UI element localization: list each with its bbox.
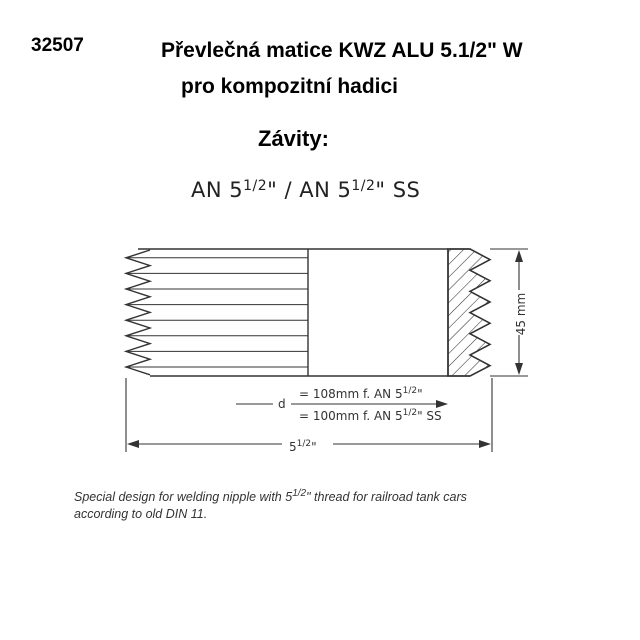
arrow-left (127, 440, 139, 448)
thread-spec-b-fraction: 1/2 (351, 178, 376, 194)
title-line-1: Převlečná matice KWZ ALU 5.1/2" W (161, 39, 523, 62)
d-value-2-main: = 100mm f. AN 5 (299, 409, 403, 423)
nut-profile (126, 249, 490, 376)
thread-spec-mid: " / AN 5 (267, 178, 352, 202)
thread-spec-a: AN 5 (191, 178, 244, 202)
caption-line-1-a: Special design for welding nipple with 5 (74, 490, 293, 504)
d-value-1-end: " (417, 387, 423, 401)
arrow-top (515, 250, 523, 262)
caption-fraction: 1/2 (292, 488, 307, 499)
d-value-1 (299, 386, 423, 401)
thread-spec-a-fraction: 1/2 (243, 178, 268, 194)
d-label: d (278, 397, 286, 411)
length-dimension-label (289, 439, 317, 454)
length-end: " (311, 440, 317, 454)
d-value-1-fraction: 1/2 (402, 386, 418, 396)
threads-label: Závity: (258, 126, 329, 151)
d-value-2-end: " SS (417, 409, 442, 423)
arrow-d (436, 400, 448, 408)
d-value-1-main: = 108mm f. AN 5 (299, 387, 403, 401)
d-value-2 (299, 408, 442, 423)
length-fraction: 1/2 (296, 439, 312, 449)
arrow-right (479, 440, 491, 448)
height-dimension-label: 45 mm (514, 292, 528, 336)
part-number: 32507 (31, 35, 84, 56)
length-main: 5 (289, 440, 297, 454)
d-value-2-fraction: 1/2 (402, 408, 418, 418)
thread-root-lines (126, 258, 308, 367)
arrow-bottom (515, 363, 523, 375)
caption-line-2: according to old DIN 11. (74, 507, 208, 521)
title-line-2: pro kompozitní hadici (181, 75, 399, 98)
thread-spec-b: " SS (375, 178, 421, 202)
left-thread-profile (126, 250, 150, 375)
caption-line-1 (74, 488, 467, 504)
caption-line-1-b: " thread for railroad tank cars (306, 490, 467, 504)
